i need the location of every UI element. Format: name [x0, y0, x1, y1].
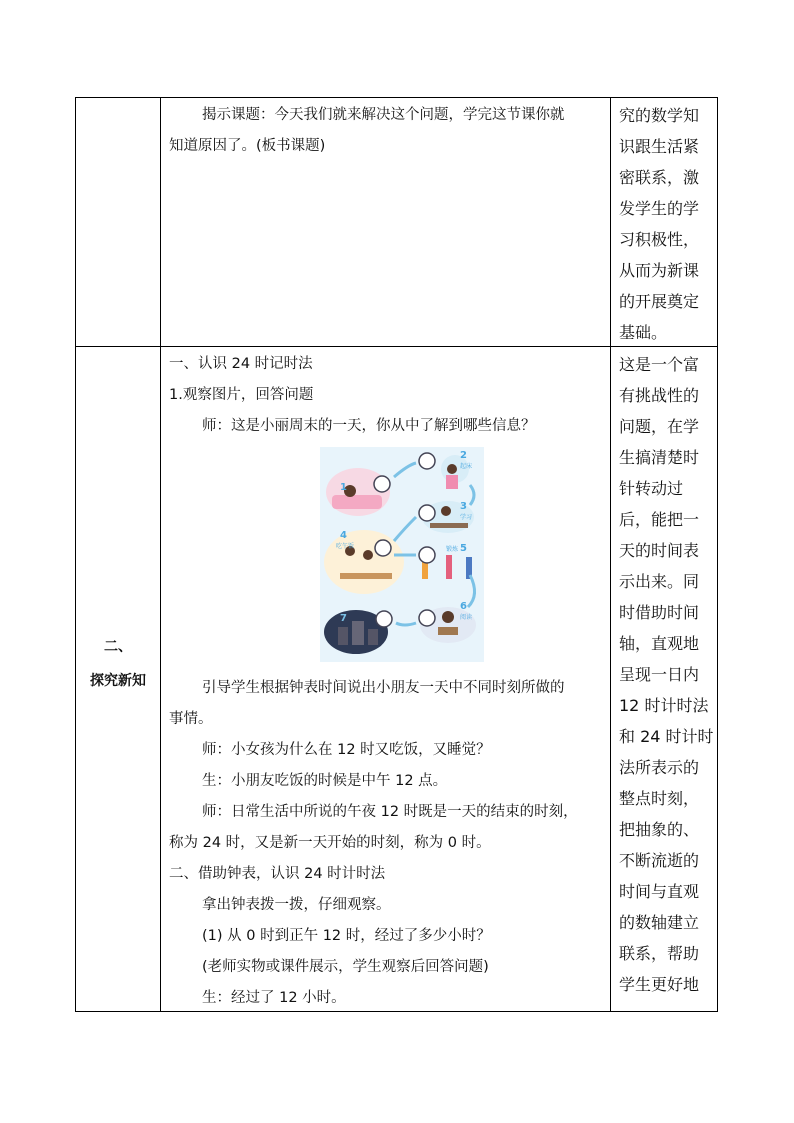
row2-note-line: 和 24 时计时 — [619, 727, 714, 746]
row2-note-line: 生搞清楚时 — [619, 448, 700, 467]
row2-content-line: 事情。 — [169, 711, 213, 727]
row2-subheading: 1.观察图片，回答问题 — [169, 387, 314, 403]
step-caption: 学习 — [460, 514, 473, 521]
row2-content-line: 称为 24 时，又是新一天开始的时刻，称为 0 时。 — [169, 835, 491, 851]
step-number: 5 — [460, 543, 467, 554]
step-number: 4 — [340, 530, 347, 541]
row2-content-line: 引导学生根据钟表时间说出小朋友一天中不同时刻所做的 — [202, 680, 565, 696]
row2-note-line: 呈现一日内 — [619, 665, 700, 684]
row2-note-line: 学生更好地 — [619, 975, 700, 994]
row2-content-line: 生：小朋友吃饭的时候是中午 12 点。 — [202, 773, 448, 789]
row2-note-line: 12 时计时法 — [619, 696, 709, 715]
step-caption: 阅读 — [460, 614, 473, 621]
daily-schedule-illustration — [320, 447, 484, 662]
row2-content-line: 师：这是小丽周末的一天，你从中了解到哪些信息？ — [202, 418, 536, 434]
row1-note-line: 从而为新课 — [619, 261, 700, 280]
step-number: 3 — [460, 501, 467, 512]
row1-note-line: 识跟生活紧 — [619, 137, 700, 156]
row2-note-line: 示出来。同 — [619, 572, 700, 591]
step-number: 7 — [340, 613, 347, 624]
row2-content-line: 师：小女孩为什么在 12 时又吃饭，又睡觉？ — [202, 742, 491, 758]
row2-content-line: 拿出钟表拨一拨，仔细观察。 — [202, 897, 391, 913]
row2-heading: 二、借助钟表，认识 24 时计时法 — [169, 866, 386, 882]
lesson-table — [75, 97, 718, 1012]
row1-note-line: 密联系，激 — [619, 168, 700, 187]
row2-note-line: 天的时间表 — [619, 541, 700, 560]
row2-note-line: 时间与直观 — [619, 882, 700, 901]
column-divider — [610, 98, 611, 1011]
row2-note-line: 法所表示的 — [619, 758, 700, 777]
step-caption: 起床 — [460, 463, 473, 470]
row2-note-line: 把抽象的、 — [619, 820, 700, 839]
row2-content-line: 生：经过了 12 小时。 — [202, 990, 346, 1006]
step-number: 1 — [340, 482, 347, 493]
row2-note-line: 问题，在学 — [619, 417, 700, 436]
row1-note-line: 发学生的学 — [619, 199, 700, 218]
row1-note-line: 究的数学知 — [619, 106, 700, 125]
row1-content-line: 揭示课题：今天我们就来解决这个问题，学完这节课你就 — [202, 107, 565, 123]
step-number: 2 — [460, 450, 467, 461]
row2-note-line: 联系，帮助 — [619, 944, 700, 963]
step-caption: 锻炼 — [446, 546, 459, 553]
row2-note-line: 的数轴建立 — [619, 913, 700, 932]
row2-note-line: 针转动过 — [619, 479, 684, 498]
row2-note-line: 有挑战性的 — [619, 386, 700, 405]
column-divider — [160, 98, 161, 1011]
row2-content-line: (老师实物或课件展示，学生观察后回答问题) — [202, 959, 489, 975]
row2-content-line: (1) 从 0 时到正午 12 时，经过了多少小时？ — [202, 928, 491, 944]
row2-note-line: 后，能把一 — [619, 510, 700, 529]
row2-note-line: 时借助时间 — [619, 603, 700, 622]
row2-note-line: 轴，直观地 — [619, 634, 700, 653]
row2-note-line: 不断流逝的 — [619, 851, 700, 870]
row2-section-number: 二、 — [104, 639, 132, 655]
row2-note-line: 这是一个富 — [619, 355, 700, 374]
row1-content-line: 知道原因了。(板书课题) — [169, 138, 326, 154]
row2-heading: 一、认识 24 时记时法 — [169, 356, 313, 372]
row2-content-line: 师：日常生活中所说的午夜 12 时既是一天的结束的时刻， — [202, 804, 578, 820]
row1-note-line: 习积极性， — [619, 230, 700, 249]
row1-note-line: 的开展奠定 — [619, 292, 700, 311]
row2-note-line: 整点时刻， — [619, 789, 700, 808]
step-caption: 吃午饭 — [336, 543, 355, 550]
row1-note-line: 基础。 — [619, 323, 668, 342]
row2-section-title: 探究新知 — [90, 673, 146, 689]
step-number: 6 — [460, 601, 467, 612]
